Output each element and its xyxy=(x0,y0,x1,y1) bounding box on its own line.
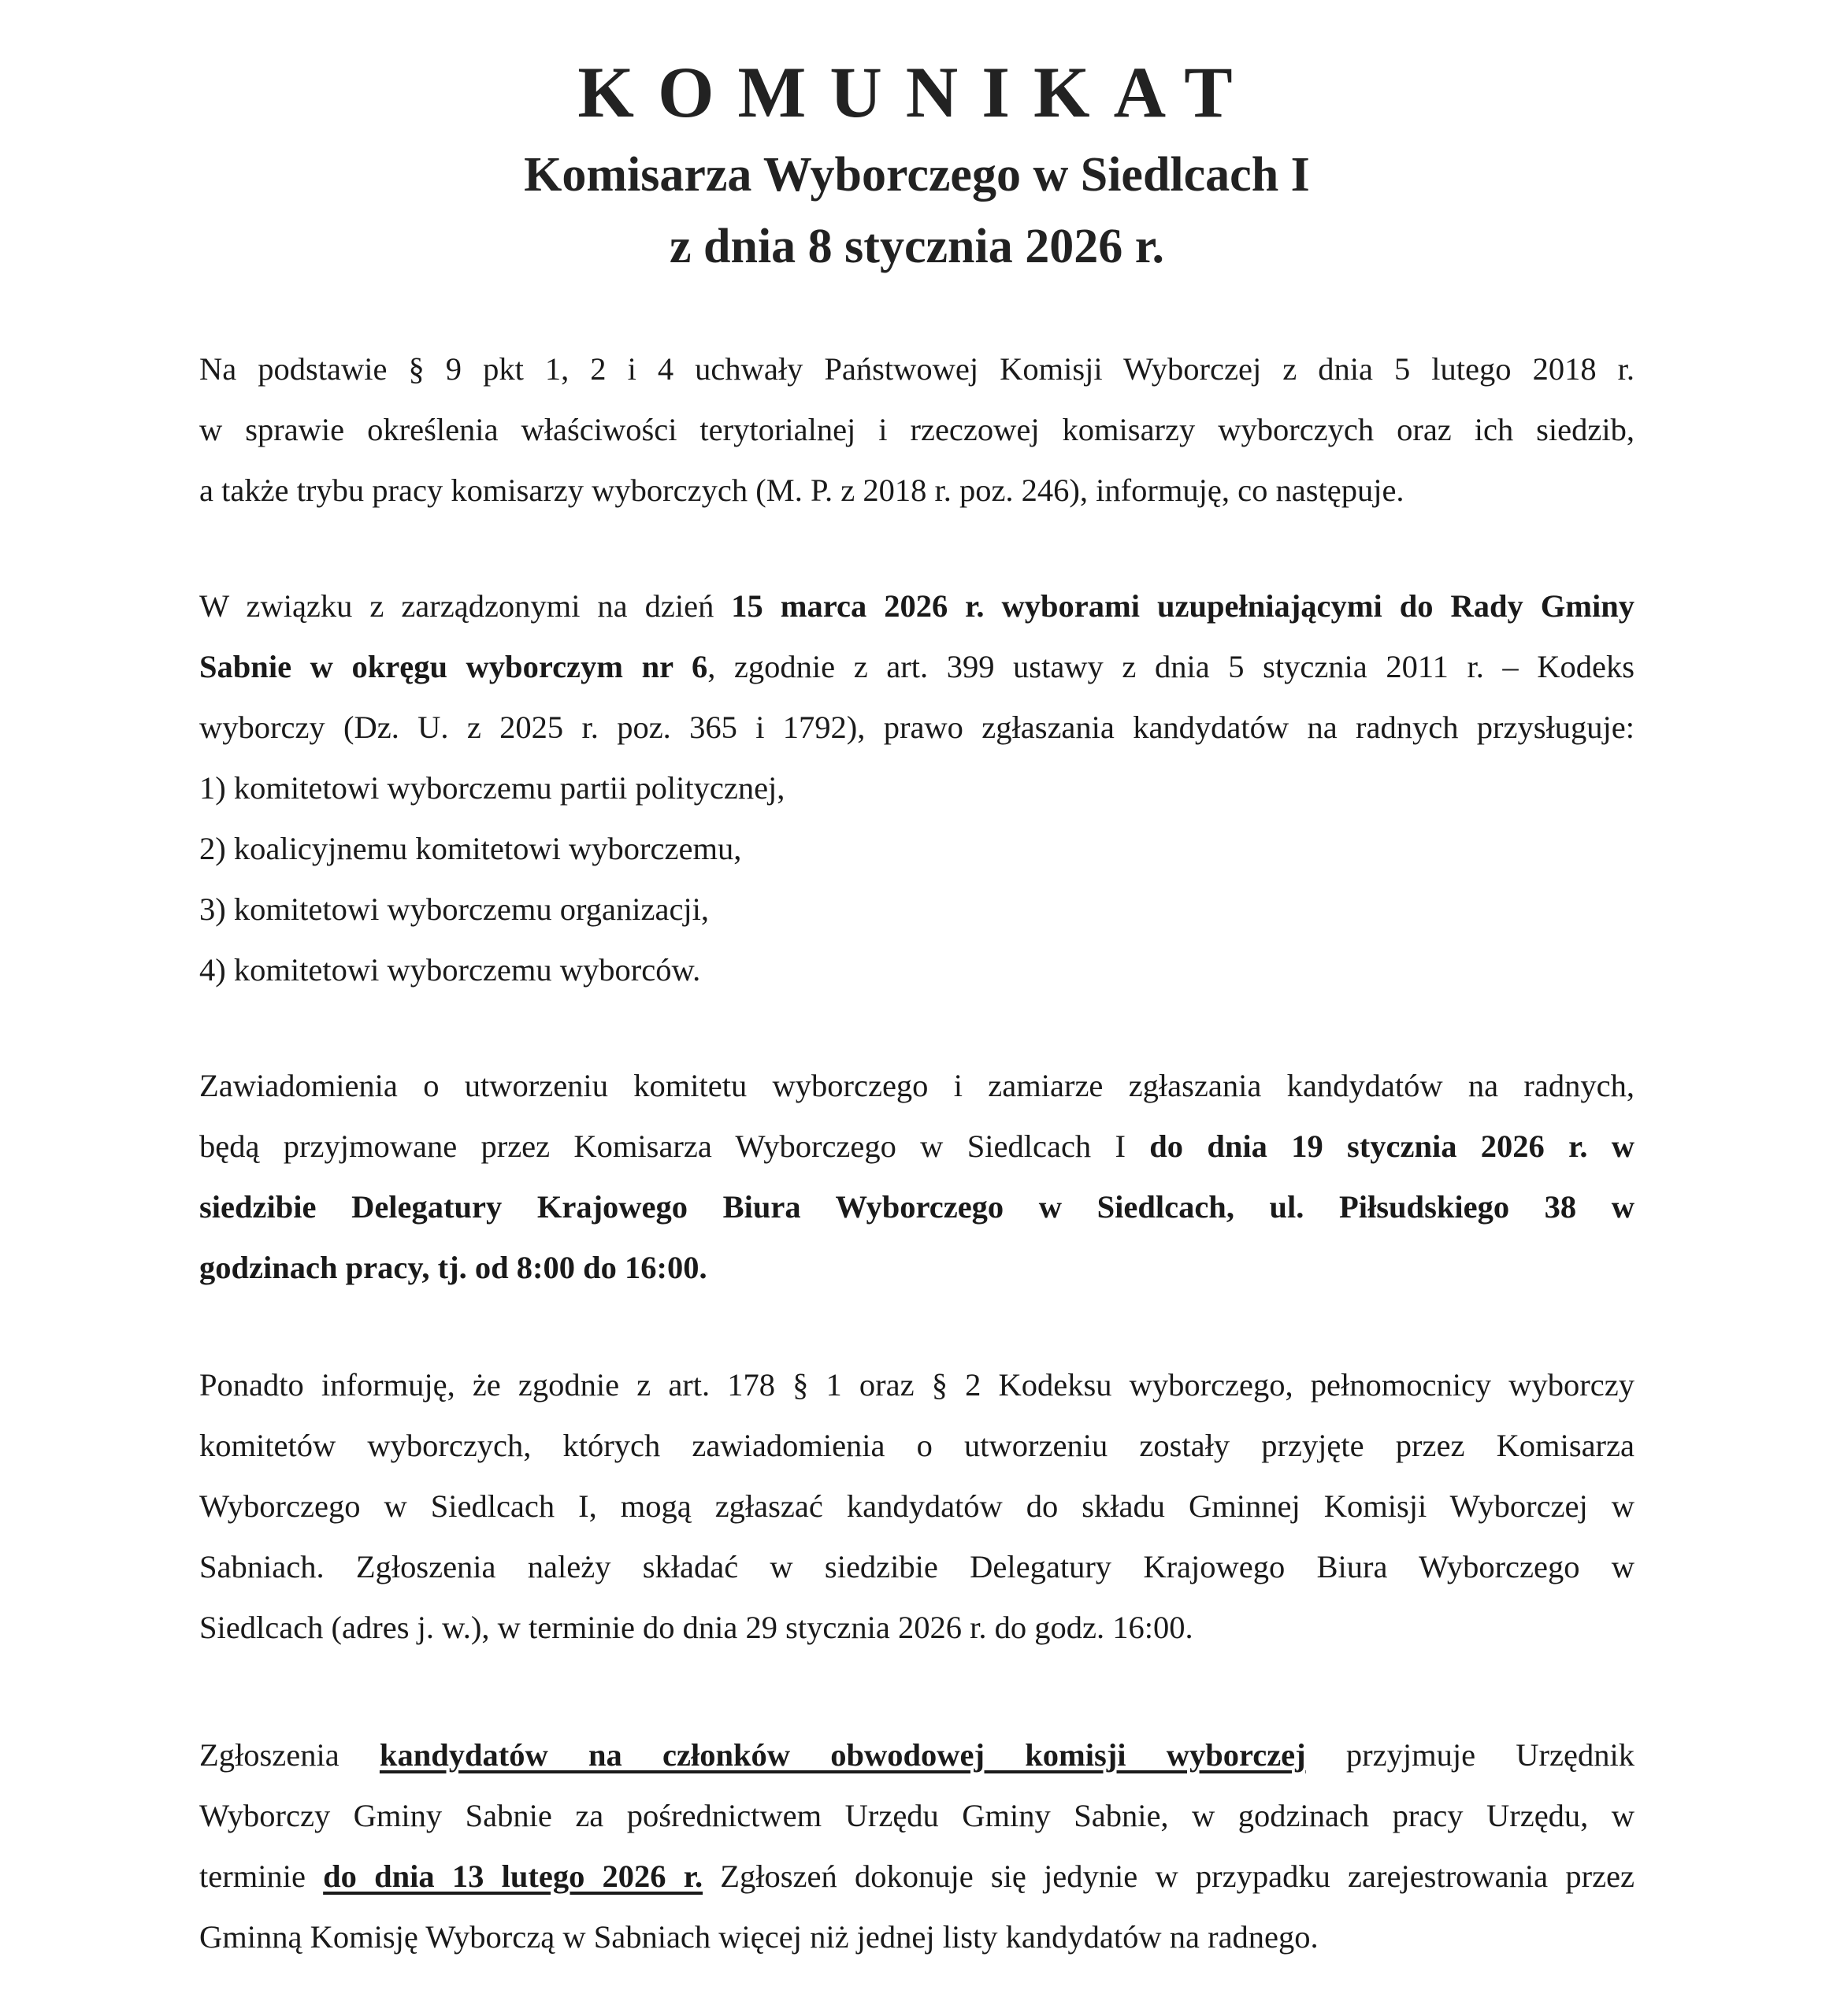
text-normal: Zgłoszeń dokonuje się jedynie w przypadku zarejestrowania przez xyxy=(703,1858,1634,1894)
text-line: Ponadto informuję, że zgodnie z art. 178 § 1 oraz § 2 Kodeksu wyborczego, pełnomocnicy wyborczy xyxy=(199,1367,1634,1403)
text-bold-underlined: kandydatów na członków obwodowej komisji wyborczej xyxy=(379,1737,1306,1773)
text-normal: Zgłoszenia xyxy=(199,1737,380,1773)
text-normal: terminie xyxy=(199,1858,324,1894)
text-line: Wyborczego w Siedlcach I, mogą zgłaszać kandydatów do składu Gminnej Komisji Wyborczej w xyxy=(199,1488,1634,1524)
document-subtitle-issuer: Komisarza Wyborczego w Siedlcach I xyxy=(524,148,1310,202)
text-normal: W związku z zarządzonymi na dzień xyxy=(199,588,732,624)
text-line: w sprawie określenia właściwości terytorialnej i rzeczowej komisarzy wyborczych oraz ich siedzib, xyxy=(199,412,1634,447)
paragraph-precinct-commission xyxy=(199,1725,1634,1967)
text-line xyxy=(199,576,1634,636)
text-normal: będą przyjmowane przez Komisarza Wyborczego w Siedlcach I xyxy=(199,1128,1150,1164)
list-item: 1) komitetowi wyborczemu partii politycznej, xyxy=(199,770,785,806)
text-line: wyborczy (Dz. U. z 2025 r. poz. 365 i 1792), prawo zgłaszania kandydatów na radnych przysługuje: xyxy=(199,710,1634,745)
text-normal: , zgodnie z art. 399 ustawy z dnia 5 stycznia 2011 r. – Kodeks xyxy=(707,649,1634,684)
text-line: Sabniach. Zgłoszenia należy składać w siedzibie Delegatury Krajowego Biura Wyborczego w xyxy=(199,1549,1634,1584)
text-line xyxy=(199,1846,1634,1907)
text-line: Na podstawie § 9 pkt 1, 2 i 4 uchwały Państwowej Komisji Wyborczej z dnia 5 lutego 2018 r. xyxy=(199,351,1634,387)
text-bold: do dnia 19 stycznia 2026 r. w xyxy=(1149,1128,1634,1164)
text-line: Zawiadomienia o utworzeniu komitetu wyborczego i zamiarze zgłaszania kandydatów na radnych, xyxy=(199,1068,1634,1103)
list-item: 2) koalicyjnemu komitetowi wyborczemu, xyxy=(199,831,742,866)
text-line xyxy=(199,636,1634,697)
paragraph-election-announcement xyxy=(199,576,1634,1000)
document-subtitle-date: z dnia 8 stycznia 2026 r. xyxy=(669,220,1165,273)
text-bold-underlined: do dnia 13 lutego 2026 r. xyxy=(323,1858,703,1894)
text-line: a także trybu pracy komisarzy wyborczych (M. P. z 2018 r. poz. 246), informuję, co następuje. xyxy=(199,472,1404,508)
text-line xyxy=(199,1116,1634,1177)
text-bold: Sabnie w okręgu wyborczym nr 6 xyxy=(199,649,708,684)
document-title: KOMUNIKAT xyxy=(577,52,1256,132)
text-normal: przyjmuje Urzędnik xyxy=(1305,1737,1634,1773)
list-item: 4) komitetowi wyborczemu wyborców. xyxy=(199,952,701,988)
text-line: Gminną Komisję Wyborczą w Sabniach więcej niż jednej listy kandydatów na radnego. xyxy=(199,1919,1319,1955)
paragraph-committee-notifications xyxy=(199,1055,1634,1298)
text-line: Wyborczy Gminy Sabnie za pośrednictwem Urzędu Gminy Sabnie, w godzinach pracy Urzędu, w xyxy=(199,1798,1634,1833)
text-bold: 15 marca 2026 r. wyborami uzupełniającymi do Rady Gminy xyxy=(731,588,1634,624)
paragraph-legal-basis xyxy=(199,339,1634,521)
entitled-committees-list xyxy=(199,758,1634,1000)
text-line: Siedlcach (adres j. w.), w terminie do dnia 29 stycznia 2026 r. do godz. 16:00. xyxy=(199,1610,1193,1645)
text-line: godzinach pracy, tj. od 8:00 do 16:00. xyxy=(199,1250,707,1285)
text-line: siedzibie Delegatury Krajowego Biura Wyborczego w Siedlcach, ul. Piłsudskiego 38 w xyxy=(199,1189,1634,1225)
text-line: komitetów wyborczych, których zawiadomienia o utworzeniu zostały przyjęte przez Komisarza xyxy=(199,1428,1634,1463)
list-item: 3) komitetowi wyborczemu organizacji, xyxy=(199,891,710,927)
text-line xyxy=(199,1725,1634,1785)
paragraph-commission-candidates xyxy=(199,1354,1634,1658)
